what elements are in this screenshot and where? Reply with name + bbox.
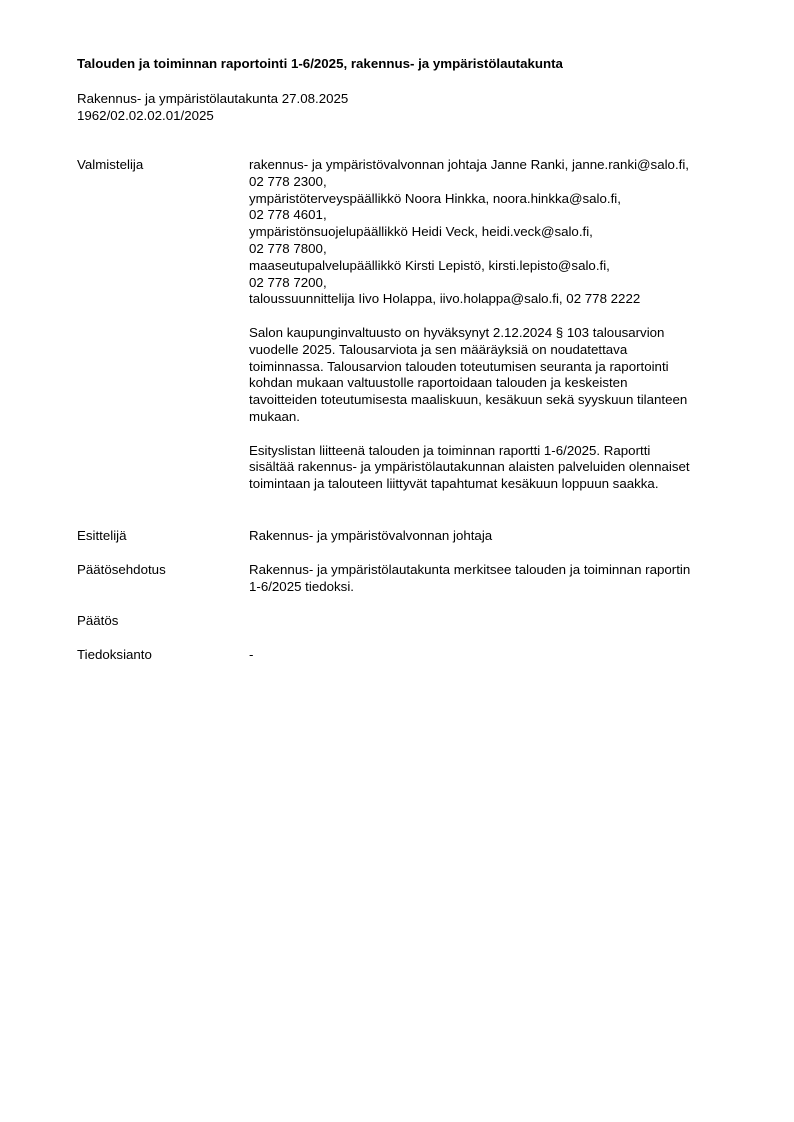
paragraph-line: toiminnassa. Talousarvion talouden toteutumisen seuranta ja raportointi xyxy=(249,358,669,374)
paragraph-line: toimintaan ja talouteen liittyvät tapahtumat kesäkuun loppuun saakka. xyxy=(249,476,659,492)
valmistelija-content xyxy=(249,157,742,493)
preparer-line: maaseutupalvelupäällikkö Kirsti Lepistö, kirsti.lepisto@salo.fi, xyxy=(249,257,610,273)
paatos-label: Päätös xyxy=(77,613,119,628)
reference-number: 1962/02.02.02.01/2025 xyxy=(77,107,214,123)
paragraph-line: sisältää rakennus- ja ympäristölautakunnan alaisten palveluiden olennaiset xyxy=(249,459,690,475)
document-title: Talouden ja toiminnan raportointi 1-6/2025, rakennus- ja ympäristölautakunta xyxy=(77,56,563,71)
preparer-line: taloussuunnittelija Iivo Holappa, iivo.holappa@salo.fi, 02 778 2222 xyxy=(249,291,641,307)
document-meta xyxy=(77,91,348,125)
paragraph-line: mukaan. xyxy=(249,408,300,424)
preparer-line: 02 778 7200, xyxy=(249,274,327,290)
valmistelija-label: Valmistelija xyxy=(77,157,144,172)
preparer-line: ympäristöterveyspäällikkö Noora Hinkka, noora.hinkka@salo.fi, xyxy=(249,190,621,206)
preparer-line: ympäristönsuojelupäällikkö Heidi Veck, heidi.veck@salo.fi, xyxy=(249,224,593,240)
proposal-line: Rakennus- ja ympäristölautakunta merkitsee talouden ja toiminnan raportin xyxy=(249,562,691,577)
preparer-line: 02 778 7800, xyxy=(249,240,327,256)
meeting-line: Rakennus- ja ympäristölautakunta 27.08.2025 xyxy=(77,91,349,106)
preparer-line: 02 778 2300, xyxy=(249,173,327,189)
proposal-line: 1-6/2025 tiedoksi. xyxy=(249,578,354,594)
paragraph-line: Salon kaupunginvaltuusto on hyväksynyt 2.12.2024 § 103 talousarvion xyxy=(249,324,665,340)
tiedoksianto-label: Tiedoksianto xyxy=(77,647,152,662)
esittelija-value: Rakennus- ja ympäristövalvonnan johtaja xyxy=(249,528,493,543)
paatosehdotus-content xyxy=(249,562,742,596)
preparer-line: rakennus- ja ympäristövalvonnan johtaja Janne Ranki, janne.ranki@salo.fi, xyxy=(249,157,689,172)
esittelija-label: Esittelijä xyxy=(77,528,127,543)
paragraph-line: Esityslistan liitteenä talouden ja toiminnan raportti 1-6/2025. Raportti xyxy=(249,442,651,458)
paragraph-line: tavoitteiden toteutumisesta maaliskuun, kesäkuun sekä syyskuun tilanteen xyxy=(249,392,688,408)
paragraph-line: kohdan mukaan valtuustolle raportoidaan talouden ja keskeisten xyxy=(249,375,628,391)
tiedoksianto-value: - xyxy=(249,647,254,662)
preparer-line: 02 778 4601, xyxy=(249,207,327,223)
paatosehdotus-label: Päätösehdotus xyxy=(77,562,166,577)
paragraph-line: vuodelle 2025. Talousarviota ja sen määräyksiä on noudatettava xyxy=(249,341,628,357)
